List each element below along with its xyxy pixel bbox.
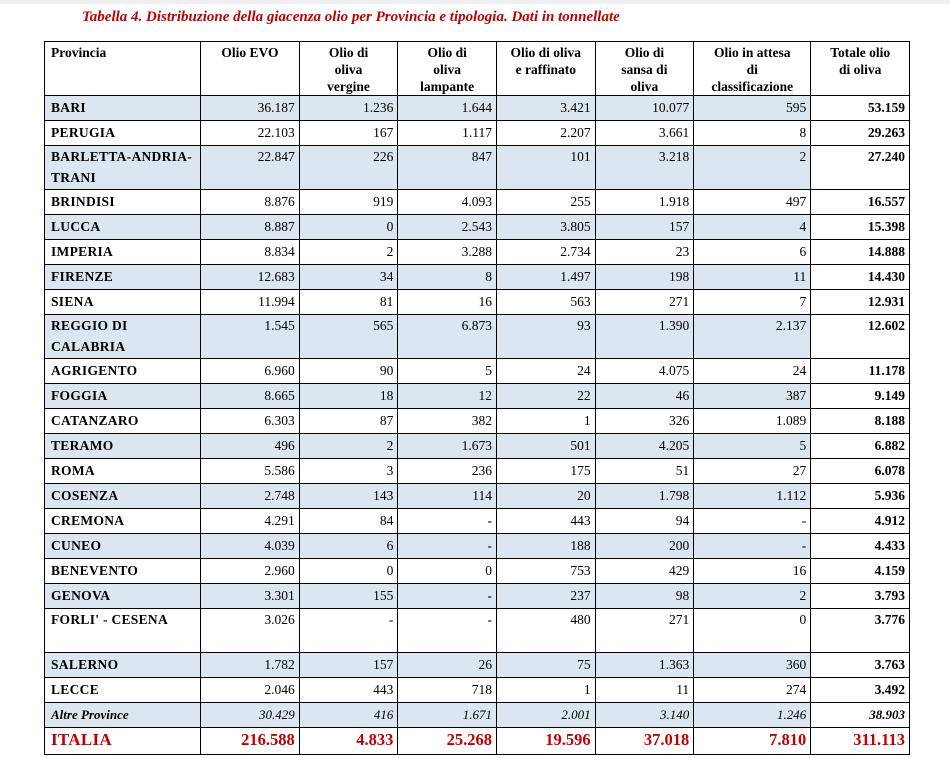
table-row: [45, 190, 910, 215]
value-cell: 0: [299, 215, 398, 240]
value-cell: 1.673: [398, 434, 497, 459]
value-cell: 2.960: [201, 559, 300, 584]
value-cell: 7: [694, 290, 811, 315]
total-cell: 3.763: [811, 653, 910, 678]
value-cell: 2: [694, 584, 811, 609]
column-header-line: di: [746, 62, 758, 77]
column-header-line: oliva: [630, 79, 659, 94]
value-cell: 3.140: [595, 703, 694, 728]
table-row: [45, 534, 910, 559]
value-cell: 12: [398, 384, 497, 409]
value-cell: 34: [299, 265, 398, 290]
value-cell: 255: [496, 190, 595, 215]
value-cell: 11.994: [201, 290, 300, 315]
value-cell: 3.661: [595, 121, 694, 146]
value-cell: 1.782: [201, 653, 300, 678]
value-cell: 1.545: [201, 315, 300, 359]
value-cell: 8: [694, 121, 811, 146]
value-cell: 11: [595, 678, 694, 703]
value-cell: 16: [694, 559, 811, 584]
total-cell: 14.888: [811, 240, 910, 265]
value-cell: 271: [595, 290, 694, 315]
province-cell: Altre Province: [45, 703, 201, 728]
value-cell: -: [694, 534, 811, 559]
total-cell: 12.602: [811, 315, 910, 359]
value-cell: 87: [299, 409, 398, 434]
value-cell: 8.887: [201, 215, 300, 240]
table-row: [45, 315, 910, 359]
value-cell: 1.798: [595, 484, 694, 509]
value-cell: 595: [694, 96, 811, 121]
value-cell: 480: [496, 609, 595, 653]
value-cell: 226: [299, 146, 398, 190]
value-cell: 216.588: [201, 728, 300, 755]
province-cell: CUNEO: [45, 534, 201, 559]
table-row: [45, 459, 910, 484]
column-header-line: Olio di: [427, 45, 467, 60]
province-cell: CREMONA: [45, 509, 201, 534]
province-cell: BRINDISI: [45, 190, 201, 215]
value-cell: 8.834: [201, 240, 300, 265]
value-cell: -: [398, 609, 497, 653]
column-header-line: classificazione: [711, 79, 794, 94]
value-cell: 24: [694, 359, 811, 384]
table-row: [45, 678, 910, 703]
value-cell: 90: [299, 359, 398, 384]
column-header-line: Olio di: [328, 45, 369, 60]
province-cell: REGGIO DI CALABRIA: [45, 315, 201, 359]
table-row: [45, 434, 910, 459]
value-cell: 188: [496, 534, 595, 559]
value-cell: 718: [398, 678, 497, 703]
value-cell: 1.089: [694, 409, 811, 434]
value-cell: 2.734: [496, 240, 595, 265]
value-cell: 8.665: [201, 384, 300, 409]
table-row: [45, 215, 910, 240]
value-cell: 11: [694, 265, 811, 290]
value-cell: 4.291: [201, 509, 300, 534]
column-header: [811, 42, 910, 96]
province-cell: SIENA: [45, 290, 201, 315]
column-header-line: Provincia: [51, 45, 107, 60]
value-cell: -: [398, 534, 497, 559]
value-cell: 2: [299, 240, 398, 265]
value-cell: 6: [299, 534, 398, 559]
value-cell: 271: [595, 609, 694, 653]
value-cell: 1.644: [398, 96, 497, 121]
value-cell: 4.075: [595, 359, 694, 384]
value-cell: 919: [299, 190, 398, 215]
value-cell: 274: [694, 678, 811, 703]
province-cell: BARI: [45, 96, 201, 121]
value-cell: 1.918: [595, 190, 694, 215]
total-cell: 38.903: [811, 703, 910, 728]
total-cell: 15.398: [811, 215, 910, 240]
province-cell: BARLETTA-ANDRIA-TRANI: [45, 146, 201, 190]
value-cell: -: [398, 584, 497, 609]
value-cell: 2.001: [496, 703, 595, 728]
value-cell: 3.301: [201, 584, 300, 609]
value-cell: 36.187: [201, 96, 300, 121]
value-cell: 175: [496, 459, 595, 484]
value-cell: 3: [299, 459, 398, 484]
total-cell: 3.793: [811, 584, 910, 609]
value-cell: 75: [496, 653, 595, 678]
table-body: [45, 96, 910, 755]
table-row: [45, 240, 910, 265]
value-cell: 19.596: [496, 728, 595, 755]
total-cell: 53.159: [811, 96, 910, 121]
value-cell: 3.288: [398, 240, 497, 265]
value-cell: 22.103: [201, 121, 300, 146]
value-cell: 753: [496, 559, 595, 584]
value-cell: 2: [694, 146, 811, 190]
value-cell: 6.303: [201, 409, 300, 434]
column-header-line: Totale olio: [830, 45, 891, 60]
value-cell: 565: [299, 315, 398, 359]
value-cell: 5: [694, 434, 811, 459]
table-row: [45, 121, 910, 146]
table-row: [45, 359, 910, 384]
value-cell: 155: [299, 584, 398, 609]
value-cell: 3.026: [201, 609, 300, 653]
value-cell: 200: [595, 534, 694, 559]
value-cell: 4.093: [398, 190, 497, 215]
province-cell: ITALIA: [45, 728, 201, 755]
total-cell: 16.557: [811, 190, 910, 215]
column-header-line: e raffinato: [515, 62, 576, 77]
value-cell: 2.748: [201, 484, 300, 509]
table-row: [45, 609, 910, 653]
value-cell: 2.207: [496, 121, 595, 146]
value-cell: 20: [496, 484, 595, 509]
column-header-line: vergine: [327, 79, 370, 94]
province-cell: COSENZA: [45, 484, 201, 509]
total-cell: 9.149: [811, 384, 910, 409]
column-header-line: di oliva: [838, 62, 882, 77]
value-cell: 4.833: [299, 728, 398, 755]
value-cell: 2.046: [201, 678, 300, 703]
table-caption: Tabella 4. Distribuzione della giacenza olio per Provincia e tipologia. Dati in tonnellate: [82, 9, 620, 25]
value-cell: 101: [496, 146, 595, 190]
value-cell: 0: [299, 559, 398, 584]
table-row: [45, 290, 910, 315]
value-cell: 497: [694, 190, 811, 215]
value-cell: 429: [595, 559, 694, 584]
value-cell: 326: [595, 409, 694, 434]
total-cell: 27.240: [811, 146, 910, 190]
value-cell: 27: [694, 459, 811, 484]
value-cell: 1.236: [299, 96, 398, 121]
total-cell: 14.430: [811, 265, 910, 290]
column-header: [201, 42, 300, 96]
table-row: [45, 584, 910, 609]
province-cell: LECCE: [45, 678, 201, 703]
province-cell: TERAMO: [45, 434, 201, 459]
value-cell: -: [398, 509, 497, 534]
olive-oil-table: [44, 41, 910, 755]
province-cell: BENEVENTO: [45, 559, 201, 584]
value-cell: 443: [496, 509, 595, 534]
value-cell: 3.218: [595, 146, 694, 190]
total-cell: 311.113: [811, 728, 910, 755]
column-header: [299, 42, 398, 96]
value-cell: 237: [496, 584, 595, 609]
table-row: [45, 653, 910, 678]
column-header: [496, 42, 595, 96]
total-cell: 8.188: [811, 409, 910, 434]
value-cell: 563: [496, 290, 595, 315]
province-cell: SALERNO: [45, 653, 201, 678]
value-cell: 236: [398, 459, 497, 484]
total-cell: 6.882: [811, 434, 910, 459]
column-header-line: Olio EVO: [221, 45, 279, 60]
value-cell: 94: [595, 509, 694, 534]
value-cell: -: [694, 509, 811, 534]
table-row: [45, 96, 910, 121]
value-cell: 847: [398, 146, 497, 190]
value-cell: 416: [299, 703, 398, 728]
value-cell: 1.390: [595, 315, 694, 359]
value-cell: 1.112: [694, 484, 811, 509]
value-cell: 3.421: [496, 96, 595, 121]
value-cell: 4.205: [595, 434, 694, 459]
table-row: [45, 384, 910, 409]
column-header-line: sansa di: [621, 62, 668, 77]
value-cell: 167: [299, 121, 398, 146]
value-cell: 114: [398, 484, 497, 509]
province-cell: FIRENZE: [45, 265, 201, 290]
table-row: [45, 509, 910, 534]
value-cell: 198: [595, 265, 694, 290]
value-cell: 501: [496, 434, 595, 459]
value-cell: 360: [694, 653, 811, 678]
value-cell: 6.960: [201, 359, 300, 384]
value-cell: 98: [595, 584, 694, 609]
total-cell: 29.263: [811, 121, 910, 146]
province-cell: IMPERIA: [45, 240, 201, 265]
value-cell: 18: [299, 384, 398, 409]
value-cell: 143: [299, 484, 398, 509]
value-cell: 443: [299, 678, 398, 703]
column-header: [398, 42, 497, 96]
value-cell: 2: [299, 434, 398, 459]
column-header: [595, 42, 694, 96]
total-cell: 4.912: [811, 509, 910, 534]
value-cell: 22: [496, 384, 595, 409]
province-cell: PERUGIA: [45, 121, 201, 146]
province-cell: FOGGIA: [45, 384, 201, 409]
value-cell: 5.586: [201, 459, 300, 484]
value-cell: 93: [496, 315, 595, 359]
value-cell: 8: [398, 265, 497, 290]
province-cell: CATANZARO: [45, 409, 201, 434]
value-cell: 0: [694, 609, 811, 653]
table-row: [45, 409, 910, 434]
value-cell: 1.671: [398, 703, 497, 728]
value-cell: 37.018: [595, 728, 694, 755]
value-cell: 51: [595, 459, 694, 484]
total-cell: 3.776: [811, 609, 910, 653]
value-cell: 46: [595, 384, 694, 409]
table-row: [45, 559, 910, 584]
province-cell: GENOVA: [45, 584, 201, 609]
table-row: [45, 265, 910, 290]
column-header: [45, 42, 201, 96]
table-row: [45, 146, 910, 190]
value-cell: 7.810: [694, 728, 811, 755]
value-cell: 12.683: [201, 265, 300, 290]
value-cell: 6.873: [398, 315, 497, 359]
value-cell: 496: [201, 434, 300, 459]
province-cell: FORLI' - CESENA: [45, 609, 201, 653]
table-row: [45, 728, 910, 755]
value-cell: 1: [496, 678, 595, 703]
value-cell: 1.497: [496, 265, 595, 290]
value-cell: 1.117: [398, 121, 497, 146]
value-cell: 6: [694, 240, 811, 265]
value-cell: 26: [398, 653, 497, 678]
total-cell: 4.159: [811, 559, 910, 584]
value-cell: 0: [398, 559, 497, 584]
value-cell: 2.137: [694, 315, 811, 359]
value-cell: 16: [398, 290, 497, 315]
value-cell: 4: [694, 215, 811, 240]
column-header-line: Olio di: [624, 45, 665, 60]
total-cell: 12.931: [811, 290, 910, 315]
value-cell: 1.363: [595, 653, 694, 678]
value-cell: 2.543: [398, 215, 497, 240]
top-rule: [0, 0, 950, 4]
value-cell: 81: [299, 290, 398, 315]
column-header-line: Olio di oliva: [510, 45, 582, 60]
value-cell: 10.077: [595, 96, 694, 121]
value-cell: 382: [398, 409, 497, 434]
value-cell: 157: [595, 215, 694, 240]
column-header-line: oliva: [433, 62, 462, 77]
value-cell: 387: [694, 384, 811, 409]
province-cell: AGRIGENTO: [45, 359, 201, 384]
total-cell: 11.178: [811, 359, 910, 384]
column-header-line: oliva: [334, 62, 363, 77]
value-cell: 30.429: [201, 703, 300, 728]
value-cell: 1.246: [694, 703, 811, 728]
value-cell: 25.268: [398, 728, 497, 755]
header-row: [45, 42, 910, 96]
value-cell: 4.039: [201, 534, 300, 559]
value-cell: 1: [496, 409, 595, 434]
column-header-line: lampante: [420, 79, 475, 94]
value-cell: 3.805: [496, 215, 595, 240]
province-cell: ROMA: [45, 459, 201, 484]
value-cell: 84: [299, 509, 398, 534]
column-header: [694, 42, 811, 96]
total-cell: 5.936: [811, 484, 910, 509]
table-row: [45, 484, 910, 509]
total-cell: 6.078: [811, 459, 910, 484]
value-cell: 24: [496, 359, 595, 384]
value-cell: 157: [299, 653, 398, 678]
value-cell: 5: [398, 359, 497, 384]
province-cell: LUCCA: [45, 215, 201, 240]
table-row: [45, 703, 910, 728]
value-cell: 22.847: [201, 146, 300, 190]
value-cell: 23: [595, 240, 694, 265]
value-cell: 8.876: [201, 190, 300, 215]
column-header-line: Olio in attesa: [713, 45, 791, 60]
total-cell: 4.433: [811, 534, 910, 559]
total-cell: 3.492: [811, 678, 910, 703]
value-cell: -: [299, 609, 398, 653]
